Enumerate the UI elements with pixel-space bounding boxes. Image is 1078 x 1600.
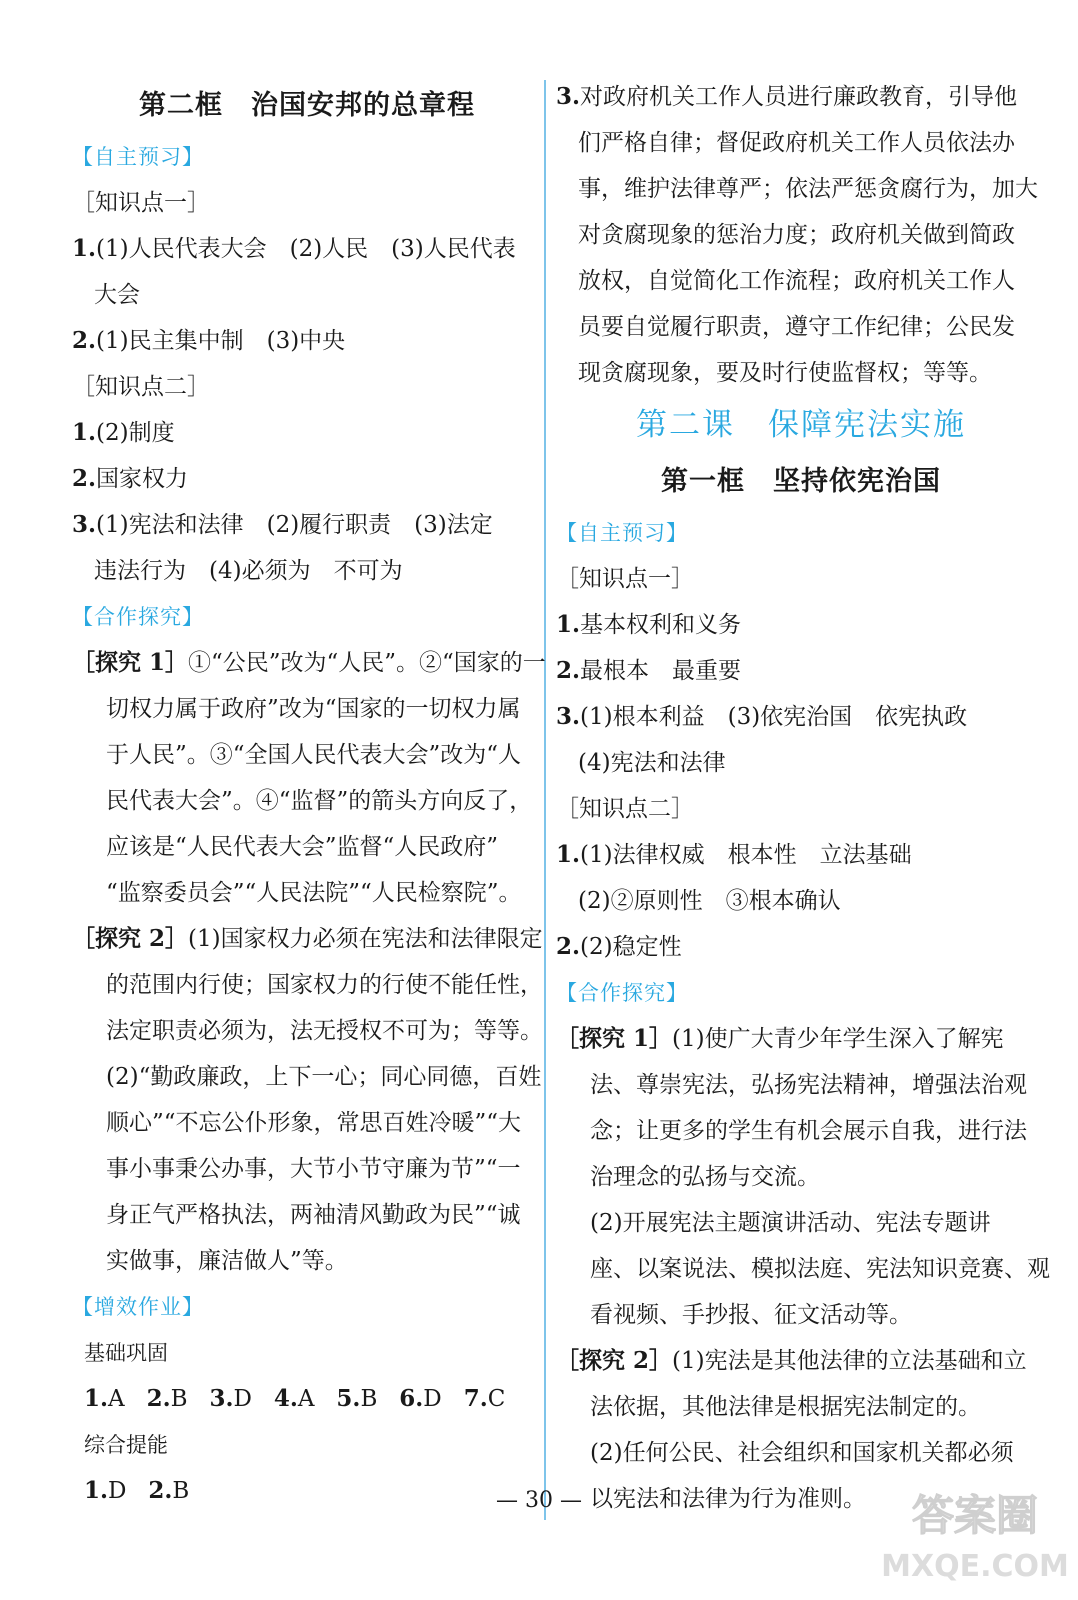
basic-answers: 1.A 2.B 3.D 4.A 5.B 6.D 7.C (84, 1385, 506, 1412)
section-tag-coop: 【合作探究】 (72, 605, 204, 629)
section-tag-coop: 【合作探究】 (556, 981, 688, 1005)
explore-line: 切权力属于政府”改为“国家的一切权力属 (106, 696, 521, 722)
explore-line: 实做事，廉洁做人”等。 (106, 1248, 348, 1274)
answer-line: (2)②原则性 ③根本确认 (578, 888, 841, 914)
answer-line: 1.(1)法律权威 根本性 立法基础 (556, 841, 912, 868)
explore-1: ［探究 1］①“公民”改为“人民”。②“国家的一 (72, 649, 546, 676)
section-tag-preview: 【自主预习】 (72, 145, 204, 169)
explore-line: 顺心”“不忘公仆形象，常思百姓冷暖”“大 (106, 1110, 522, 1136)
column-divider (544, 80, 546, 1520)
answer-line: 们严格自律；督促政府机关工作人员依法办 (578, 130, 1015, 156)
answer-line: 1.基本权利和义务 (556, 611, 742, 638)
answer-line: 2.国家权力 (72, 465, 189, 492)
explore-line: 民代表大会”。④“监督”的箭头方向反了， (106, 788, 533, 814)
explore-line: 看视频、手抄报、征文活动等。 (590, 1302, 912, 1328)
explore-line: “监察委员会”“人民法院”“人民检察院”。 (106, 880, 522, 906)
explore-1: ［探究 1］(1)使广大青少年学生深入了解宪 (556, 1025, 1004, 1052)
right-column (556, 74, 1050, 1522)
explore-2: ［探究 2］(1)宪法是其他法律的立法基础和立 (556, 1347, 1027, 1374)
answer-line: 违法行为 (4)必须为 不可为 (94, 558, 403, 584)
explore-line: (2)“勤政廉政，上下一心；同心同德，百姓 (106, 1064, 542, 1090)
answer-line: 2.最根本 最重要 (556, 657, 742, 684)
section-tag-preview: 【自主预习】 (556, 521, 688, 545)
explore-line: 法依据，其他法律是根据宪法制定的。 (590, 1394, 981, 1420)
left-column (72, 78, 546, 1514)
explore-line: 法定职责必须为，法无授权不可为；等等。 (106, 1018, 543, 1044)
watermark-top: 答案圈 (911, 1491, 1039, 1540)
watermark-logo (880, 1478, 1070, 1588)
answer-line: 1.(2)制度 (72, 419, 175, 446)
answer-line: 员要自觉履行职责，遵守工作纪律；公民发 (578, 314, 1015, 340)
explore-line: (2)开展宪法主题演讲活动、宪法专题讲 (590, 1210, 991, 1236)
answer-line: 3.(1)根本利益 (3)依宪治国 依宪执政 (556, 703, 968, 730)
explore-line: 治理念的弘扬与交流。 (590, 1164, 820, 1190)
answer-line: 现贪腐现象，要及时行使监督权；等等。 (578, 360, 992, 386)
explore-line: 于人民”。③“全国人民代表大会”改为“人 (106, 742, 522, 768)
basic-heading: 基础巩固 (84, 1341, 168, 1365)
answer-line: (4)宪法和法律 (578, 750, 726, 776)
explore-line: (2)任何公民、社会组织和国家机关都必须 (590, 1440, 1014, 1466)
knowledge-point-1: ［知识点一］ (72, 190, 210, 216)
answer-line: 放权，自觉简化工作流程；政府机关工作人 (578, 268, 1015, 294)
advanced-answers: 1.D 2.B (84, 1477, 190, 1504)
advanced-heading: 综合提能 (84, 1433, 168, 1457)
explore-line: 身正气严格执法，两袖清风勤政为民”“诚 (106, 1202, 521, 1228)
answer-line: 2.(2)稳定性 (556, 933, 682, 960)
watermark-bottom: MXQE.COM (881, 1549, 1069, 1584)
knowledge-point-2: ［知识点二］ (72, 374, 210, 400)
frame-title: 第一框 坚持依宪治国 (661, 466, 941, 497)
section-tag-homework: 【增效作业】 (72, 1295, 204, 1319)
answer-line: 2.(1)民主集中制 (3)中央 (72, 327, 346, 354)
explore-line: 念；让更多的学生有机会展示自我，进行法 (590, 1118, 1027, 1144)
knowledge-point-1: ［知识点一］ (556, 566, 694, 592)
explore-line: 座、以案说法、模拟法庭、宪法知识竞赛、观 (590, 1256, 1050, 1282)
frame-title: 第二框 治国安邦的总章程 (139, 90, 475, 121)
answer-line: 3.(1)宪法和法律 (2)履行职责 (3)法定 (72, 511, 493, 538)
page-number: — 30 — (496, 1488, 582, 1513)
answer-line: 大会 (94, 282, 140, 308)
answer-line: 对贪腐现象的惩治力度；政府机关做到简政 (578, 222, 1015, 248)
explore-line: 法、尊崇宪法，弘扬宪法精神，增强法治观 (590, 1072, 1027, 1098)
explore-line: 应该是“人民代表大会”监督“人民政府” (106, 834, 499, 860)
answer-line: 事，维护法律尊严；依法严惩贪腐行为，加大 (578, 176, 1038, 202)
explore-line: 的范围内行使；国家权力的行使不能任性， (106, 972, 543, 998)
explore-2: ［探究 2］(1)国家权力必须在宪法和法律限定 (72, 925, 543, 952)
knowledge-point-2: ［知识点二］ (556, 796, 694, 822)
explore-line: 以宪法和法律为行为准则。 (590, 1486, 866, 1512)
answer-line: 3.对政府机关工作人员进行廉政教育，引导他 (556, 83, 1018, 110)
answer-line: 1.(1)人民代表大会 (2)人民 (3)人民代表 (72, 235, 516, 262)
lesson-title: 第二课 保障宪法实施 (636, 407, 966, 443)
explore-line: 事小事秉公办事，大节小节守廉为节”“一 (106, 1156, 521, 1182)
